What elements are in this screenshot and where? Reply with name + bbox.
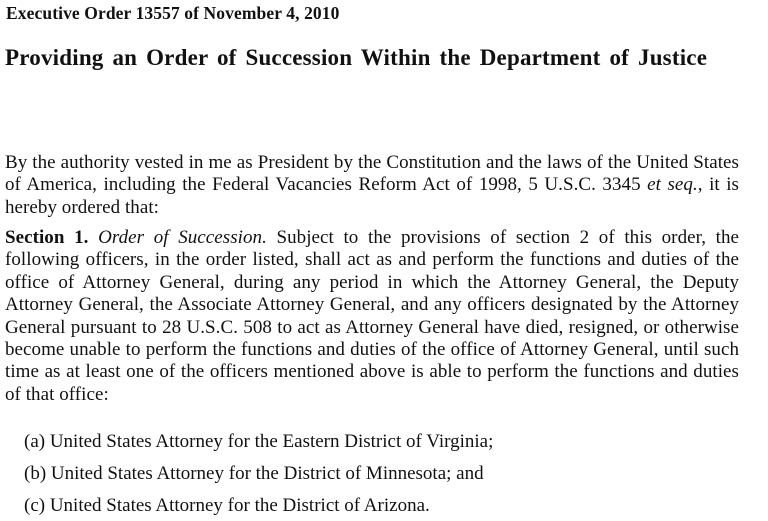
section-1-paragraph — [5, 227, 739, 406]
section-label: Section 1. — [5, 227, 89, 248]
succession-list-item: (a) United States Attorney for the Eastern District of Virginia; — [24, 431, 494, 452]
intro-text-before: By the authority vested in me as President by the Constitution and the laws of the United States of America, including the Federal Vacancies Reform Act of 1998, 5 U.S.C. 3345 — [5, 152, 739, 196]
succession-list-item: (c) United States Attorney for the District of Arizona. — [24, 495, 430, 516]
intro-paragraph — [5, 152, 739, 219]
order-title: Providing an Order of Succession Within the Department of Justice — [5, 45, 708, 70]
intro-text-italic: et seq. — [647, 174, 698, 196]
section-heading: Order of Succession. — [98, 227, 267, 248]
intro-text-after: , it is hereby ordered that: — [5, 174, 740, 218]
succession-list-item: (b) United States Attorney for the District of Minnesota; and — [24, 463, 484, 484]
section-body-text: Subject to the provisions of section 2 of this order, the following officers, in the order listed, shall act as and perform the functions and duties of the office of Attorney General, during any period in which the Attorney General, the Deputy Attorney General, the Associate Attorney General, and any officers designated by the Attorney General pursuant to 28 U.S.C. 508 to act as Attorney General have died, resigned, or otherwise become unable to perform the functions and duties of the office of Attorney General, until such time as at least one of the officers mentioned above is able to perform the functions and duties of that office: — [5, 227, 740, 405]
executive-order-header: Executive Order 13557 of November 4, 2010 — [6, 3, 340, 23]
